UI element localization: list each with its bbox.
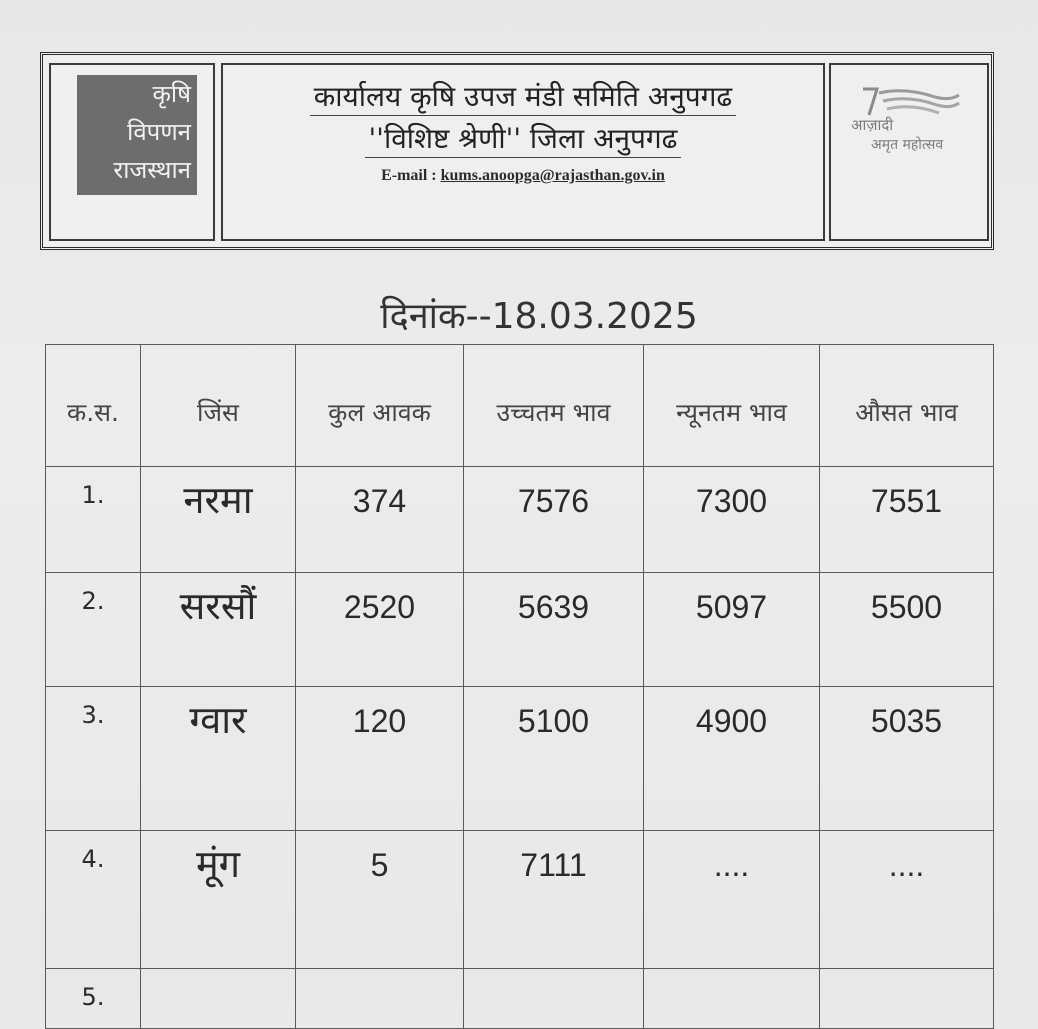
right-logo-box [829, 63, 989, 241]
cell-avg-price [820, 969, 994, 1029]
krishi-vipanan-logo [77, 75, 197, 195]
cell-max-price: 5100 [464, 687, 644, 831]
logo-line-3: राजस्थान [113, 156, 191, 184]
cell-min-price [644, 969, 820, 1029]
table-row [46, 831, 994, 969]
office-title [223, 79, 823, 116]
cell-arrival [296, 969, 464, 1029]
cell-serial: 5. [46, 969, 141, 1029]
email-label: E-mail : [381, 167, 441, 184]
col-header-max-price: उच्चतम भाव [464, 345, 644, 467]
email-address-link[interactable]: kums.anoopga@rajasthan.gov.in [440, 167, 665, 184]
logo-text-amrit-mahotsav: अमृत महोत्सव [871, 137, 944, 153]
table-row [46, 687, 994, 831]
cell-serial: 4. [46, 831, 141, 969]
cell-arrival: 5 [296, 831, 464, 969]
cell-max-price: 7576 [464, 467, 644, 573]
office-subtitle-text: ''विशिष्ट श्रेणी'' जिला अनुपगढ [365, 121, 682, 158]
cell-arrival: 120 [296, 687, 464, 831]
cell-commodity: नरमा [141, 467, 296, 573]
table-row [46, 467, 994, 573]
mandi-price-table [45, 344, 994, 1029]
logo-line-1: कृषि [152, 80, 191, 108]
cell-commodity: सरसौं [141, 573, 296, 687]
cell-arrival: 374 [296, 467, 464, 573]
azadi-amrit-mahotsav-logo [845, 85, 975, 165]
col-header-total-arrival: कुल आवक [296, 345, 464, 467]
cell-min-price: 7300 [644, 467, 820, 573]
logo-text-azadi: आज़ादी [851, 116, 894, 134]
letterhead [40, 52, 994, 250]
office-title-text: कार्यालय कृषि उपज मंडी समिति अनुपगढ [310, 79, 736, 116]
table-header-row [46, 345, 994, 467]
cell-commodity: मूंग [141, 831, 296, 969]
cell-serial: 1. [46, 467, 141, 573]
cell-commodity [141, 969, 296, 1029]
office-info-box [221, 63, 825, 241]
table-row [46, 969, 994, 1029]
flag-swoosh-icon [855, 85, 965, 119]
cell-avg-price: 5035 [820, 687, 994, 831]
col-header-commodity: जिंस [141, 345, 296, 467]
cell-avg-price: 5500 [820, 573, 994, 687]
date-heading: दिनांक--18.03.2025 [380, 296, 698, 337]
email-line [223, 167, 823, 185]
cell-min-price: 5097 [644, 573, 820, 687]
cell-commodity: ग्वार [141, 687, 296, 831]
cell-serial: 2. [46, 573, 141, 687]
cell-arrival: 2520 [296, 573, 464, 687]
left-logo-box [49, 63, 215, 241]
logo-line-2: विपणन [127, 118, 191, 146]
cell-serial: 3. [46, 687, 141, 831]
cell-max-price: 5639 [464, 573, 644, 687]
cell-max-price [464, 969, 644, 1029]
cell-min-price: 4900 [644, 687, 820, 831]
table-row [46, 573, 994, 687]
col-header-min-price: न्यूनतम भाव [644, 345, 820, 467]
col-header-serial: क.स. [46, 345, 141, 467]
cell-avg-price: .... [820, 831, 994, 969]
cell-max-price: 7111 [464, 831, 644, 969]
office-subtitle [223, 121, 823, 158]
cell-min-price: .... [644, 831, 820, 969]
cell-avg-price: 7551 [820, 467, 994, 573]
col-header-avg-price: औसत भाव [820, 345, 994, 467]
